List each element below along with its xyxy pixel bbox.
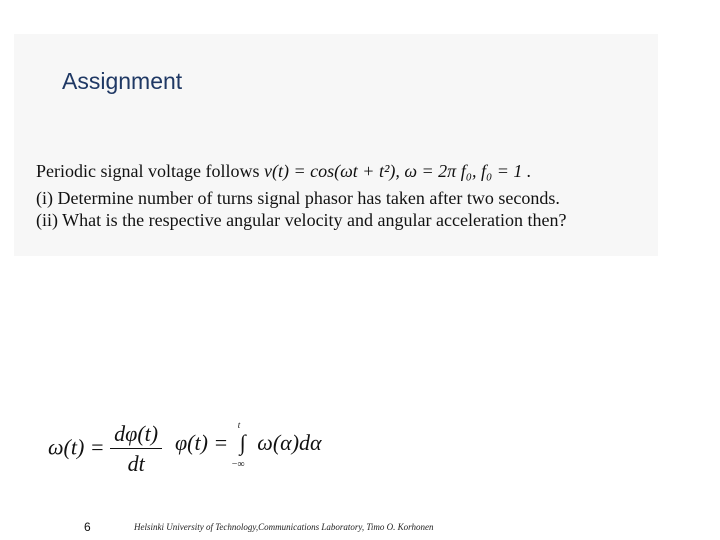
integral-lower-limit: −∞ (231, 459, 245, 470)
fraction-numerator: dφ(t) (110, 420, 162, 449)
integral-symbol (231, 420, 252, 470)
slide-title: Assignment (62, 68, 183, 94)
omega-lhs: ω(t) = (48, 434, 105, 460)
footer-credit: Helsinki University of Technology,Communications Laboratory, Timo O. Korhonen (134, 522, 434, 532)
question-i: (i) Determine number of turns signal phasor has taken after two seconds. (36, 188, 560, 208)
integrand: ω(α)dα (257, 430, 322, 455)
question-ii: (ii) What is the respective angular velocity and angular acceleration then? (36, 210, 567, 230)
derivative-fraction (110, 420, 162, 479)
integral-sign: ∫ (239, 430, 246, 455)
slide-number: 6 (84, 520, 91, 534)
problem-statement-text: Periodic signal voltage follows (36, 161, 260, 181)
angular-velocity-formula (48, 420, 162, 479)
fraction-denominator: dt (127, 451, 145, 476)
problem-statement-line (36, 160, 531, 182)
integral-upper-limit: t (237, 420, 241, 430)
phase-integral-formula (175, 420, 322, 470)
signal-formula: v(t) = cos(ωt + t²), ω = 2π f₀, f₀ = 1 . (263, 161, 532, 181)
phi-lhs: φ(t) = (175, 430, 229, 455)
